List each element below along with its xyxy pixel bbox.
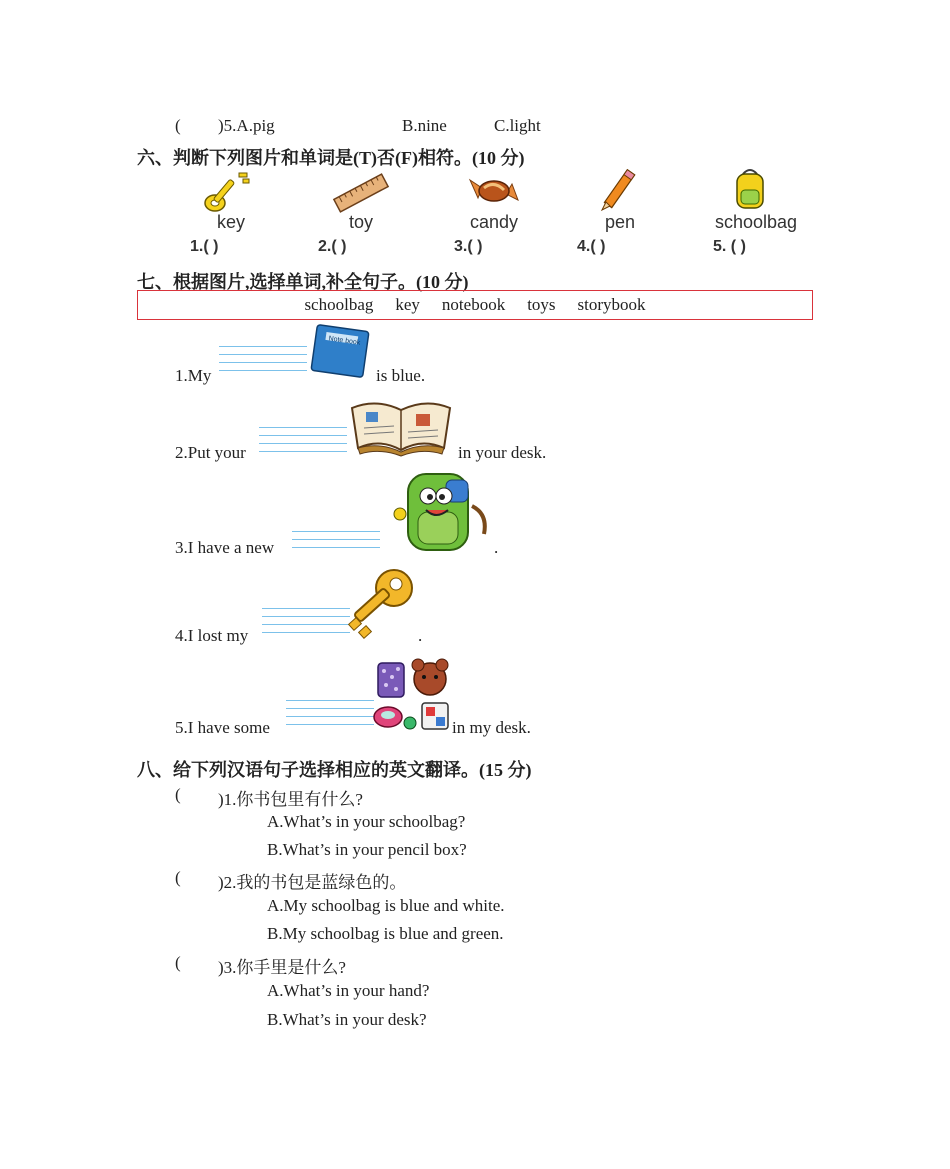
toy-icon [332,172,390,212]
answer-lines-4[interactable] [262,608,350,640]
q2-option-a: A.My schoolbag is blue and white. [267,896,505,915]
notebook-icon [310,322,372,378]
q2-stem: )2.我的书包是蓝绿色的。 [218,873,407,892]
sentence-1-before: 1.My [175,366,212,385]
answer-lines-1[interactable] [219,346,307,378]
top-item-question: )5.A.pig [218,116,275,135]
top-item-paren: ( [175,116,181,135]
word-bank-item: storybook [577,295,646,314]
answer-blank-2[interactable]: 2.( ) [318,238,347,255]
answer-lines-2[interactable] [259,427,347,459]
word-bank-item: notebook [441,295,506,314]
word-schoolbag: schoolbag [715,212,798,232]
answer-blank-4[interactable]: 4.( ) [577,238,606,255]
storybook-icon [346,394,456,458]
schoolbag-icon [733,168,767,212]
key-icon [203,170,255,214]
sentence-5-after: in my desk. [452,718,531,737]
word-toy: toy [349,212,374,232]
q1-option-b: B.What’s in your pencil box? [267,840,467,859]
q1-paren[interactable]: ( [175,785,181,804]
answer-lines-3[interactable] [292,531,380,555]
section8-title: 八、给下列汉语句子选择相应的英文翻译。(15 分) [137,760,532,780]
q1-option-a: A.What’s in your schoolbag? [267,812,466,831]
toys-icon [372,653,454,735]
q1-stem: )1.你书包里有什么? [218,790,363,809]
word-bank-item: toys [527,295,556,314]
q3-option-a: A.What’s in your hand? [267,981,430,1000]
sentence-3-before: 3.I have a new [175,538,275,557]
candy-icon [468,170,520,212]
sentence-1-after: is blue. [376,366,426,385]
q3-option-b: B.What’s in your desk? [267,1010,427,1029]
section6-title: 六、判断下列图片和单词是(T)否(F)相符。(10 分) [137,148,525,168]
pen-icon [598,168,642,214]
notebook-cover-text: Note book [328,335,361,347]
section7-title: 七、根据图片,选择单词,补全句子。(10 分) [137,272,469,292]
word-pen: pen [605,212,636,232]
answer-blank-1[interactable]: 1.( ) [190,238,219,255]
word-candy: candy [470,212,519,232]
word-key: key [217,212,246,232]
q3-stem: )3.你手里是什么? [218,958,346,977]
q2-option-b: B.My schoolbag is blue and green. [267,924,504,943]
schoolbag-picture-icon [388,466,494,552]
sentence-2-before: 2.Put your [175,443,246,462]
word-bank [137,290,813,320]
top-item-option-b: B.nine [402,116,447,135]
answer-blank-3[interactable]: 3.( ) [454,238,483,255]
top-item-option-c: C.light [494,116,541,135]
q3-paren[interactable]: ( [175,953,181,972]
word-bank-item: key [395,295,420,314]
sentence-5-before: 5.I have some [175,718,270,737]
sentence-3-after: . [494,538,499,557]
q2-paren[interactable]: ( [175,868,181,887]
word-bank-item: schoolbag [304,295,374,314]
answer-blank-5[interactable]: 5. ( ) [713,238,746,255]
answer-lines-5[interactable] [286,700,374,732]
key-picture-icon [344,566,418,640]
sentence-4-after: . [418,626,423,645]
sentence-4-before: 4.I lost my [175,626,249,645]
sentence-2-after: in your desk. [458,443,547,462]
